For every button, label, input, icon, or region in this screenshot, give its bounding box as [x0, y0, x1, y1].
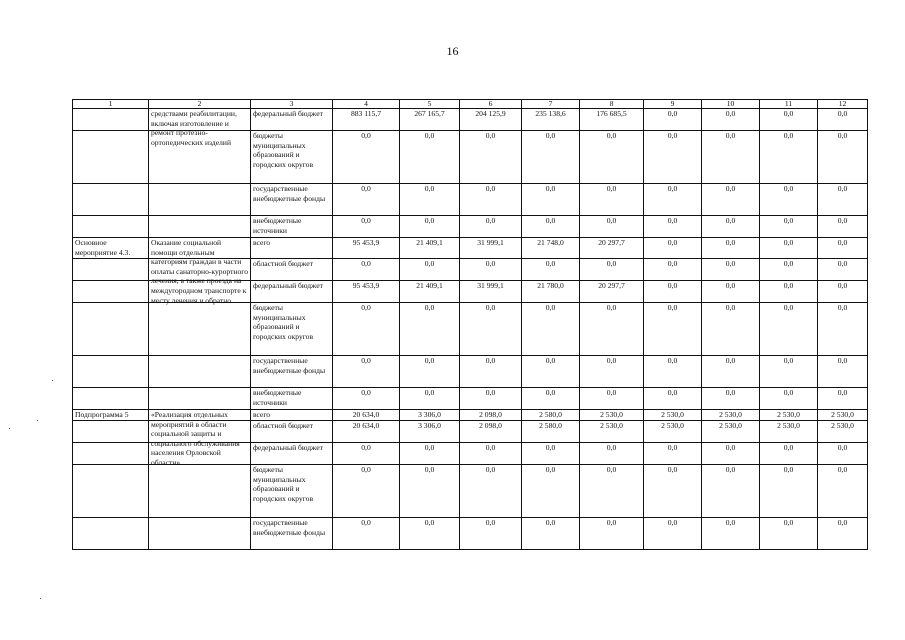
amount-cell: 0,0 — [644, 238, 702, 259]
row-label-cell — [73, 388, 149, 410]
amount-cell: 0,0 — [333, 303, 400, 356]
funding-source-cell: федеральный бюджет — [251, 281, 333, 303]
amount-cell: 0,0 — [818, 356, 868, 388]
amount-cell: 0,0 — [460, 518, 522, 550]
amount-cell: 0,0 — [702, 238, 760, 259]
amount-cell: 0,0 — [333, 184, 400, 216]
amount-cell: 0,0 — [333, 131, 400, 184]
amount-cell: 0,0 — [580, 443, 644, 465]
amount-cell: 2 530,0 — [760, 421, 818, 443]
column-header: 3 — [251, 100, 333, 109]
table-row — [73, 518, 868, 550]
amount-cell: 20 634,0 — [333, 410, 400, 421]
row-label-cell — [73, 443, 149, 465]
funding-source-cell: областной бюджет — [251, 259, 333, 281]
amount-cell: 0,0 — [702, 216, 760, 238]
table-row — [73, 184, 868, 216]
row-label-cell — [73, 421, 149, 443]
amount-cell: 0,0 — [522, 465, 580, 518]
measure-name-cell — [149, 465, 251, 518]
row-label-cell — [73, 238, 149, 259]
amount-cell: 0,0 — [333, 388, 400, 410]
amount-cell: 0,0 — [702, 281, 760, 303]
amount-cell: 0,0 — [333, 216, 400, 238]
amount-cell: 0,0 — [644, 465, 702, 518]
amount-cell: 0,0 — [760, 131, 818, 184]
amount-cell: 20 297,7 — [580, 281, 644, 303]
amount-cell: 0,0 — [818, 109, 868, 131]
measure-name-cell — [149, 109, 251, 147]
column-header: 5 — [400, 100, 460, 109]
amount-cell: 2 098,0 — [460, 421, 522, 443]
amount-cell: 0,0 — [760, 259, 818, 281]
amount-cell: 0,0 — [818, 281, 868, 303]
amount-cell: 0,0 — [460, 443, 522, 465]
amount-cell: 0,0 — [460, 388, 522, 410]
funding-source-cell: бюджеты муниципальных образований и городских округов — [251, 131, 333, 184]
amount-cell: 0,0 — [333, 259, 400, 281]
amount-cell: 0,0 — [702, 388, 760, 410]
measure-name-cell — [149, 388, 251, 410]
measure-name-cell — [149, 238, 251, 305]
amount-cell: 0,0 — [460, 216, 522, 238]
amount-cell: 2 530,0 — [760, 410, 818, 421]
amount-cell: 21 409,1 — [400, 238, 460, 259]
table-row — [73, 216, 868, 238]
amount-cell: 0,0 — [400, 131, 460, 184]
amount-cell: 0,0 — [760, 238, 818, 259]
amount-cell: 0,0 — [333, 356, 400, 388]
amount-cell: 0,0 — [760, 518, 818, 550]
amount-cell: 0,0 — [702, 443, 760, 465]
amount-cell: 0,0 — [702, 303, 760, 356]
amount-cell: 0,0 — [580, 518, 644, 550]
amount-cell: 0,0 — [644, 388, 702, 410]
amount-cell: 0,0 — [818, 184, 868, 216]
amount-cell: 0,0 — [702, 518, 760, 550]
amount-cell: 0,0 — [580, 388, 644, 410]
row-label-cell — [73, 216, 149, 238]
table-row — [73, 388, 868, 410]
amount-cell: 0,0 — [580, 356, 644, 388]
amount-cell: 235 138,6 — [522, 109, 580, 131]
amount-cell: 3 306,0 — [400, 410, 460, 421]
row-label-cell — [73, 184, 149, 216]
amount-cell: 0,0 — [760, 109, 818, 131]
amount-cell: 176 685,5 — [580, 109, 644, 131]
row-label-cell — [73, 131, 149, 184]
amount-cell: 21 409,1 — [400, 281, 460, 303]
amount-cell: 31 999,1 — [460, 281, 522, 303]
amount-cell: 0,0 — [460, 259, 522, 281]
amount-cell: 0,0 — [702, 465, 760, 518]
amount-cell: 0,0 — [760, 356, 818, 388]
table-row — [73, 238, 868, 259]
column-header: 10 — [702, 100, 760, 109]
measure-name-cell — [149, 303, 251, 356]
funding-source-cell: областной бюджет — [251, 421, 333, 443]
amount-cell: 2 530,0 — [580, 421, 644, 443]
funding-source-cell: бюджеты муниципальных образований и городских округов — [251, 465, 333, 518]
amount-cell: 2 530,0 — [818, 410, 868, 421]
row-label-cell — [73, 410, 149, 421]
funding-source-cell: государственные внебюджетные фонды — [251, 184, 333, 216]
measure-name-cell — [149, 184, 251, 216]
amount-cell: 0,0 — [400, 303, 460, 356]
row-label-cell — [73, 281, 149, 303]
amount-cell: 20 297,7 — [580, 238, 644, 259]
amount-cell: 2 530,0 — [644, 421, 702, 443]
amount-cell: 3 306,0 — [400, 421, 460, 443]
amount-cell: 0,0 — [522, 259, 580, 281]
amount-cell: 0,0 — [400, 443, 460, 465]
amount-cell: 0,0 — [580, 131, 644, 184]
amount-cell: 21 748,0 — [522, 238, 580, 259]
amount-cell: 204 125,9 — [460, 109, 522, 131]
amount-cell: 0,0 — [644, 443, 702, 465]
amount-cell: 0,0 — [400, 518, 460, 550]
amount-cell: 0,0 — [580, 303, 644, 356]
amount-cell: 0,0 — [644, 216, 702, 238]
amount-cell: 0,0 — [460, 356, 522, 388]
funding-source-cell: бюджеты муниципальных образований и городских округов — [251, 303, 333, 356]
scan-speck — [37, 420, 38, 421]
amount-cell: 0,0 — [760, 443, 818, 465]
amount-cell: 2 098,0 — [460, 410, 522, 421]
row-label-cell — [73, 356, 149, 388]
column-header: 12 — [818, 100, 868, 109]
row-label-text: Основное мероприятие 4.3. — [75, 238, 131, 257]
amount-cell: 0,0 — [460, 131, 522, 184]
amount-cell: 0,0 — [760, 465, 818, 518]
scan-speck — [52, 380, 53, 381]
amount-cell: 0,0 — [400, 388, 460, 410]
amount-cell: 0,0 — [818, 518, 868, 550]
measure-name-cell — [149, 410, 251, 467]
amount-cell: 0,0 — [522, 184, 580, 216]
row-label-cell — [73, 465, 149, 518]
row-label-cell — [73, 259, 149, 281]
column-header: 6 — [460, 100, 522, 109]
amount-cell: 0,0 — [818, 465, 868, 518]
measure-name-text: Оказание социальной помощи отдельным категориям граждан в части оплаты санаторно-курортного лечения, а также проезда на междугородном транспорте к месту лечения и обратно — [151, 238, 248, 305]
amount-cell: 0,0 — [522, 443, 580, 465]
table-row — [73, 465, 868, 518]
amount-cell: 0,0 — [818, 131, 868, 184]
amount-cell: 0,0 — [580, 184, 644, 216]
amount-cell: 267 165,7 — [400, 109, 460, 131]
amount-cell: 95 453,9 — [333, 238, 400, 259]
table-row — [73, 410, 868, 421]
row-label-cell — [73, 518, 149, 550]
amount-cell: 0,0 — [644, 259, 702, 281]
amount-cell: 2 530,0 — [644, 410, 702, 421]
amount-cell: 0,0 — [818, 388, 868, 410]
scan-speck — [40, 598, 41, 599]
amount-cell: 0,0 — [400, 356, 460, 388]
amount-cell: 0,0 — [760, 216, 818, 238]
amount-cell: 0,0 — [522, 131, 580, 184]
column-header: 7 — [522, 100, 580, 109]
measure-name-cell — [149, 356, 251, 388]
column-header: 1 — [73, 100, 149, 109]
amount-cell: 0,0 — [760, 303, 818, 356]
amount-cell: 0,0 — [400, 465, 460, 518]
scan-speck — [9, 428, 10, 429]
amount-cell: 0,0 — [760, 184, 818, 216]
amount-cell: 0,0 — [522, 303, 580, 356]
funding-source-cell: государственные внебюджетные фонды — [251, 356, 333, 388]
amount-cell: 31 999,1 — [460, 238, 522, 259]
amount-cell: 0,0 — [644, 303, 702, 356]
amount-cell: 0,0 — [333, 443, 400, 465]
amount-cell: 0,0 — [644, 281, 702, 303]
funding-source-cell: внебюджетные источники — [251, 388, 333, 410]
amount-cell: 0,0 — [522, 216, 580, 238]
amount-cell: 0,0 — [400, 259, 460, 281]
amount-cell: 0,0 — [702, 356, 760, 388]
amount-cell: 0,0 — [702, 259, 760, 281]
amount-cell: 0,0 — [818, 443, 868, 465]
amount-cell: 2 530,0 — [702, 421, 760, 443]
amount-cell: 0,0 — [644, 109, 702, 131]
column-header: 9 — [644, 100, 702, 109]
amount-cell: 0,0 — [760, 281, 818, 303]
amount-cell: 0,0 — [644, 131, 702, 184]
measure-name-text: средствами реабилитации, включая изготовление и ремонт протезно-ортопедических изделий — [151, 109, 237, 147]
table-row — [73, 303, 868, 356]
amount-cell: 0,0 — [818, 303, 868, 356]
column-header-row — [73, 100, 868, 109]
funding-source-cell: всего — [251, 410, 333, 421]
amount-cell: 0,0 — [818, 259, 868, 281]
amount-cell: 0,0 — [522, 518, 580, 550]
amount-cell: 0,0 — [460, 184, 522, 216]
measure-name-text: «Реализация отдельных мероприятий в области социальной защиты и социального обслуживания населения Орловской области» — [151, 410, 240, 467]
amount-cell: 0,0 — [400, 184, 460, 216]
budget-table — [72, 99, 868, 550]
amount-cell: 0,0 — [702, 109, 760, 131]
column-header: 11 — [760, 100, 818, 109]
amount-cell: 0,0 — [333, 518, 400, 550]
amount-cell: 0,0 — [818, 216, 868, 238]
amount-cell: 2 580,0 — [522, 410, 580, 421]
column-header: 4 — [333, 100, 400, 109]
amount-cell: 0,0 — [702, 184, 760, 216]
amount-cell: 0,0 — [644, 356, 702, 388]
amount-cell: 0,0 — [760, 388, 818, 410]
amount-cell: 2 530,0 — [702, 410, 760, 421]
table-row — [73, 109, 868, 131]
amount-cell: 883 115,7 — [333, 109, 400, 131]
amount-cell: 0,0 — [460, 465, 522, 518]
funding-source-cell: внебюджетные источники — [251, 216, 333, 238]
amount-cell: 0,0 — [460, 303, 522, 356]
amount-cell: 2 530,0 — [818, 421, 868, 443]
amount-cell: 0,0 — [580, 216, 644, 238]
measure-name-cell — [149, 216, 251, 238]
amount-cell: 0,0 — [522, 388, 580, 410]
amount-cell: 0,0 — [522, 356, 580, 388]
funding-source-cell: государственные внебюджетные фонды — [251, 518, 333, 550]
amount-cell: 0,0 — [580, 465, 644, 518]
amount-cell: 0,0 — [644, 518, 702, 550]
row-label-cell — [73, 109, 149, 131]
amount-cell: 20 634,0 — [333, 421, 400, 443]
amount-cell: 0,0 — [644, 184, 702, 216]
amount-cell: 0,0 — [818, 238, 868, 259]
amount-cell: 0,0 — [400, 216, 460, 238]
table-row — [73, 356, 868, 388]
funding-source-cell: федеральный бюджет — [251, 443, 333, 465]
measure-name-cell — [149, 518, 251, 550]
column-header: 8 — [580, 100, 644, 109]
page-number: 16 — [446, 44, 459, 58]
amount-cell: 2 580,0 — [522, 421, 580, 443]
row-label-text: Подпрограмма 5 — [75, 410, 129, 419]
amount-cell: 21 780,0 — [522, 281, 580, 303]
row-label-cell — [73, 303, 149, 356]
amount-cell: 2 530,0 — [580, 410, 644, 421]
amount-cell: 95 453,9 — [333, 281, 400, 303]
column-header: 2 — [149, 100, 251, 109]
amount-cell: 0,0 — [702, 131, 760, 184]
amount-cell: 0,0 — [333, 465, 400, 518]
amount-cell: 0,0 — [580, 259, 644, 281]
funding-source-cell: федеральный бюджет — [251, 109, 333, 131]
funding-source-cell: всего — [251, 238, 333, 259]
